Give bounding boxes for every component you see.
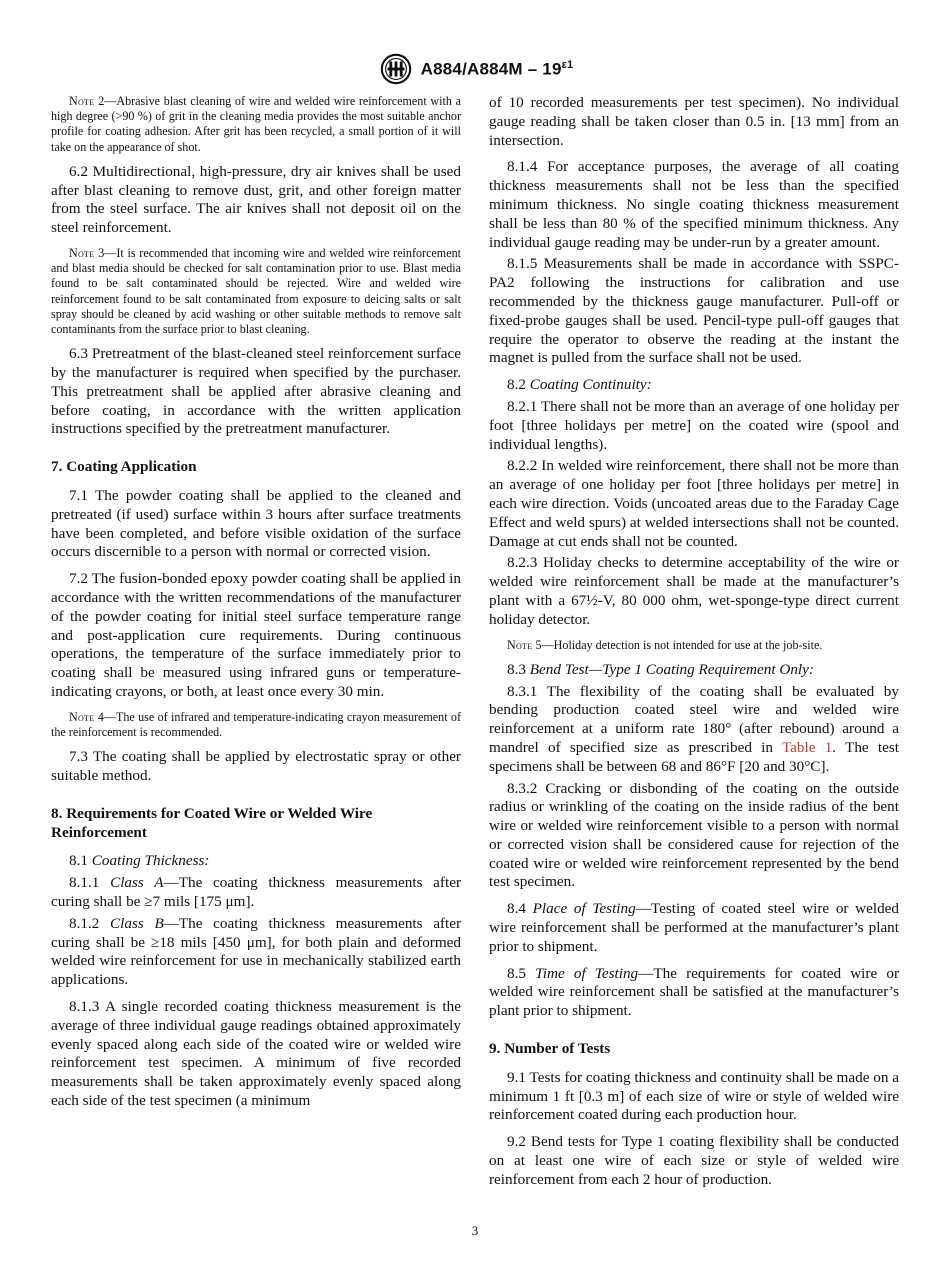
section-8-3-2: 8.3.2 Cracking or disbonding of the coating on the outside radius or wrinkling of the coating on the inside radius of the bent wire or welded wire reinforcement visible to a person with normal or corrected vision shall be considered cause for rejection of the coated wire or welded wire reinforcement represented by the bend test specimen. <box>489 779 899 891</box>
section-8-4: 8.4 Place of Testing—Testing of coated steel wire or welded wire reinforcement shall be performed at the manufacturer’s plant prior to shipment. <box>489 900 900 955</box>
section-8-1-2: 8.1.2 Class B—The coating thickness measurements after curing shall be ≥18 mils [450 μm], for both plain and deformed welded wire reinforcement for use in mechanically stabilized earth applications. <box>51 914 462 989</box>
note-3: Note 3—It is recommended that incoming wire and welded wire reinforcement and blast media should be checked for salt contamination prior to use. Blast media found to be salt contaminated should be rejected. Wire and welded wire reinforcement found to be salt contaminated from exposure to deicing salts or salt spray should be cleaned by acid washing or other suitable methods to remove salt contaminants from the surface prior to blast cleaning. <box>51 246 461 337</box>
section-8-3: 8.3 Bend Test—Type 1 Coating Requirement Only: <box>507 660 814 678</box>
section-8-2-2: 8.2.2 In welded wire reinforcement, there shall not be more than an average of one holiday per foot [three holidays per metre] in each wire direction. Voids (uncoated areas due to the Faraday Cage Effect and weld spurs) at welded intersections shall not be counted. Damage at cut ends shall not be counted. <box>489 457 899 550</box>
page-header <box>0 52 950 86</box>
heading-9: 9. Number of Tests <box>489 1040 611 1058</box>
note-5: Note 5—Holiday detection is not intended for use at the job-site. <box>507 637 823 652</box>
section-8-1-3: 8.1.3 A single recorded coating thickness measurement is the average of three individual gauge readings obtained approximately evenly spaced along each side of the coated wire or welded wire reinforcement test specimen. A minimum of five recorded measurements shall be taken approximately evenly spaced along each side of the test specimen (a minimum <box>51 997 461 1109</box>
left-column <box>51 94 461 1119</box>
note-4: Note 4—The use of infrared and temperature-indicating crayon measurement of the reinforcement is recommended. <box>51 709 461 739</box>
heading-8: 8. Requirements for Coated Wire or Welded Wire Reinforcement <box>51 804 373 841</box>
section-8-1-1: 8.1.1 Class A—The coating thickness measurements after curing shall be ≥7 mils [175 μm]. <box>51 874 461 910</box>
section-8-2-3: 8.2.3 Holiday checks to determine acceptability of the wire or welded wire reinforcement shall be made at the manufacturer’s plant with a 67½-V, 80 000 ohm, wet-sponge-type direct current holiday detector. <box>489 554 899 628</box>
section-7-3: 7.3 The coating shall be applied by electrostatic spray or other suitable method. <box>51 748 461 784</box>
table-1-link[interactable]: Table 1 <box>781 738 833 756</box>
right-column <box>489 94 899 1198</box>
section-6-3: 6.3 Pretreatment of the blast-cleaned steel reinforcement surface by the manufacturer is required when specified by the purchaser. This pretreatment shall be applied after abrasive cleaning and before coating, in accordance with the written application instructions specified by the pretreatment manufacturer. <box>51 345 461 438</box>
section-8-2: 8.2 Coating Continuity: <box>507 376 652 394</box>
section-8-1-4: 8.1.4 For acceptance purposes, the average of all coating thickness measurements shall not be less than the specified minimum thickness. No single coating thickness measurement shall be less than 80 % of the specified minimum thickness. Any individual gauge reading may be under-run by a greater amount. <box>489 158 899 251</box>
section-6-2: 6.2 Multidirectional, high-pressure, dry air knives shall be used after blast cleaning to remove dust, grit, and other foreign matter from the steel surface. The air knives shall not deposit oil on the steel reinforcement. <box>51 162 461 237</box>
section-7-2: 7.2 The fusion-bonded epoxy powder coating shall be applied in accordance with the written recommendations of the manufacturer of the powder coating for initial steel surface temperature range and post-application cure requirements. During continuous operations, the temperature of the surface immediately prior to coating shall be measured using infrared guns or temperature-indicating crayons, or both, at least once every 30 min. <box>51 570 461 700</box>
document-designation: $A884/A884M - 19^{\varepsilon 1}$ <box>420 58 574 79</box>
section-8-3-1: 8.3.1 The flexibility of the coating shall be evaluated by bending production coated steel wire and welded wire reinforcement at a uniform rate 180° (after rebound) around a mandrel of specified size as prescribed in Table 1. The test specimens shall be between 68 and 86°F [20 and 30°C]. <box>489 682 899 775</box>
section-7-1: 7.1 The powder coating shall be applied to the cleaned and pretreated (if used) surface within 3 hours after surface treatments have been completed, and before visible oxidation of the surface occurs discernible to a person with normal or corrected vision. <box>51 487 461 561</box>
section-8-1-3-continued: of 10 recorded measurements per test specimen). No individual gauge reading shall be taken closer than 0.5 in. [13 mm] from an intersection. <box>489 94 899 149</box>
page-number: 3 <box>471 1223 479 1238</box>
section-8-5: 8.5 Time of Testing—The requirements for coated wire or welded wire reinforcement shall be satisfied at the manufacturer’s plant prior to shipment. <box>489 964 900 1020</box>
section-8-1: 8.1 Coating Thickness: <box>69 852 210 870</box>
heading-7: 7. Coating Application <box>51 458 197 476</box>
section-8-1-5: 8.1.5 Measurements shall be made in accordance with SSPC-PA2 following the instructions for calibration and use recommended by the thickness gauge manufacturer. Pull-off or fixed-probe gauges shall be used. Pencil-type pull-off gauges that require the operator to observe the reading at the instant the magnet is pulled from the surface shall not be used. <box>489 255 899 367</box>
section-8-2-1: 8.2.1 There shall not be more than an average of one holiday per foot [three holidays per metre] on the coated wire (spool and individual lengths). <box>489 397 899 453</box>
note-2: Note 2—Abrasive blast cleaning of wire and welded wire reinforcement with a high degree (>90 %) of grit in the cleaning media provides the most suitable anchor profile for coating adhesion. After grit has been recycled, a small portion of it will take on the appearance of shot. <box>51 94 461 154</box>
section-9-1: 9.1 Tests for coating thickness and continuity shall be made on a minimum 1 ft [0.3 m] of each size of wire or style of welded wire reinforcement coated during each production hour. <box>489 1068 899 1124</box>
astm-logo-icon <box>377 52 415 86</box>
section-9-2: 9.2 Bend tests for Type 1 coating flexibility shall be conducted on at least one wire of each size or style of welded wire reinforcement from each 2 hour of production. <box>489 1133 899 1188</box>
